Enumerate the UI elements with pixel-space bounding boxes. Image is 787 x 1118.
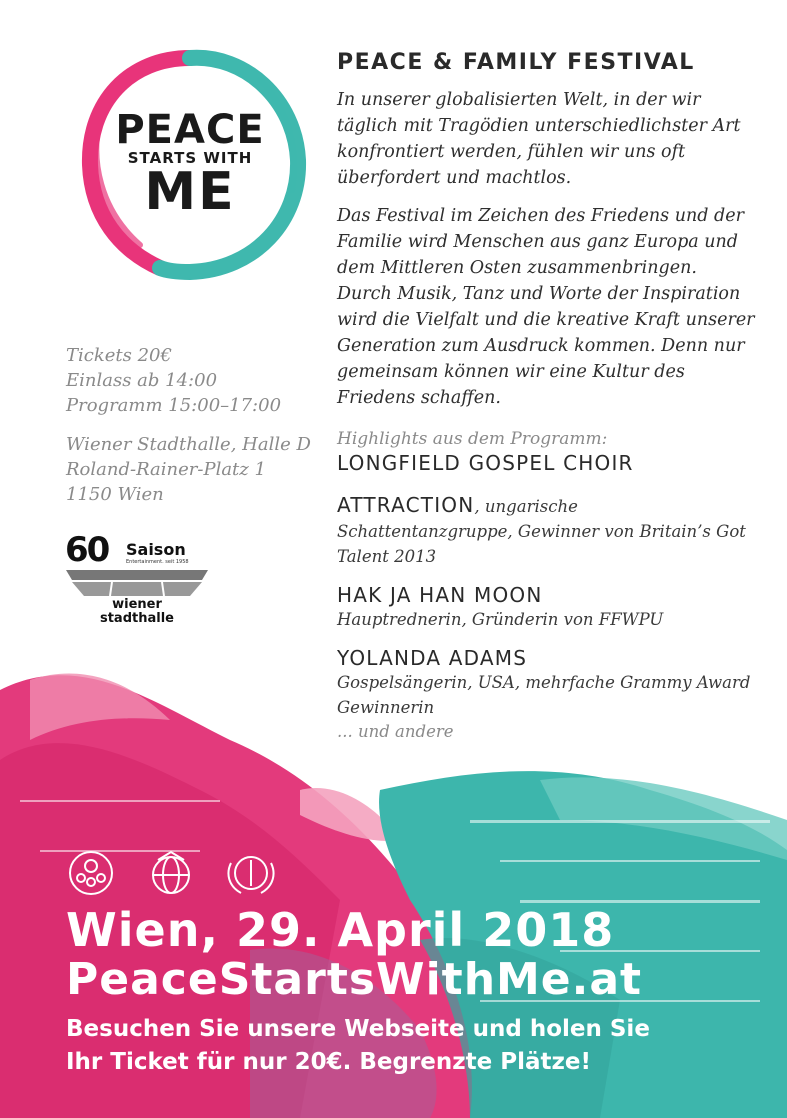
venue-city: 1150 Wien — [66, 484, 164, 505]
act-desc: Gospelsängerin, USA, mehrfache Grammy Award Gewinnerin — [337, 673, 751, 717]
act-name: HAK JA HAN MOON — [337, 583, 543, 607]
intro-paragraph-2: Das Festival im Zeichen des Friedens und der Familie wird Menschen aus ganz Europa und dem Mittleren Osten zusammenbringen. Durch Musik, Tanz und Worte der Inspiration wird die Vielfalt und die kreative Kraft unserer Generation zum Ausdruck kommen. Denn nur gemeinsam können wir eine Kultur des Friedens schaffen. — [337, 206, 755, 408]
festival-description — [337, 50, 757, 744]
event-date: Wien, 29. April 2018 — [66, 903, 615, 957]
call-to-action — [66, 1013, 786, 1079]
cta-line-2: Ihr Ticket für nur 20€. Begrenzte Plätze! — [66, 1049, 591, 1075]
venue-address — [66, 432, 326, 507]
stadthalle-name-line2: stadthalle — [99, 611, 174, 626]
act-item — [337, 493, 757, 569]
saison-word: Saison — [126, 540, 186, 559]
organization-emblems — [66, 848, 296, 898]
program-time: Programm 15:00–17:00 — [66, 395, 282, 416]
and-others: ... und andere — [337, 722, 454, 741]
saison-number: 60 — [65, 530, 109, 570]
intro-paragraph-1: In unserer globalisierten Welt, in der wir täglich mit Tragödien unterschiedlichster Art konfrontiert werden, fühlen wir uns oft überfordert und machtlos. — [337, 90, 741, 188]
ticket-price: Tickets 20€ — [66, 345, 172, 366]
act-name: YOLANDA ADAMS — [337, 646, 528, 670]
venue-street: Roland-Rainer-Platz 1 — [66, 459, 266, 480]
family-federation-emblem-icon — [70, 852, 112, 894]
event-info — [66, 343, 326, 507]
website-link[interactable]: PeaceStartsWithMe.at — [66, 954, 643, 1005]
logo-line-starts: STARTS WITH — [127, 149, 253, 167]
stadthalle-roof-icon — [62, 568, 212, 598]
stadthalle-name-line1: wiener — [112, 597, 162, 612]
act-item — [337, 646, 757, 720]
act-name: ATTRACTION — [337, 493, 475, 517]
cta-line-1: Besuchen Sie unsere Webseite und holen Sie — [66, 1016, 650, 1042]
logo-wordmark — [95, 107, 285, 222]
act-item — [337, 583, 757, 632]
saison-tagline: Entertainment. seit 1958 — [126, 559, 189, 565]
act-item — [337, 451, 757, 475]
un-style-wreath-icon — [228, 857, 273, 893]
act-desc: Hauptrednerin, Gründerin von FFWPU — [337, 610, 664, 629]
entry-time: Einlass ab 14:00 — [66, 370, 218, 391]
wiener-stadthalle-logo — [62, 530, 210, 630]
footer-callout — [66, 905, 786, 1079]
act-name: LONGFIELD GOSPEL CHOIR — [337, 451, 634, 475]
logo-line-peace: PEACE — [115, 107, 265, 153]
festival-title: PEACE & FAMILY FESTIVAL — [337, 50, 695, 75]
act-inline-desc: , ungarische — [474, 497, 578, 516]
globe-emblem-icon — [153, 852, 189, 893]
logo-line-me: ME — [144, 162, 236, 222]
venue-name: Wiener Stadthalle, Halle D — [66, 434, 311, 455]
highlights-label: Highlights aus dem Programm: — [337, 429, 608, 449]
act-desc: Schattentanzgruppe, Gewinner von Britain’s Got Talent 2013 — [337, 522, 746, 566]
stadthalle-name — [62, 598, 212, 626]
